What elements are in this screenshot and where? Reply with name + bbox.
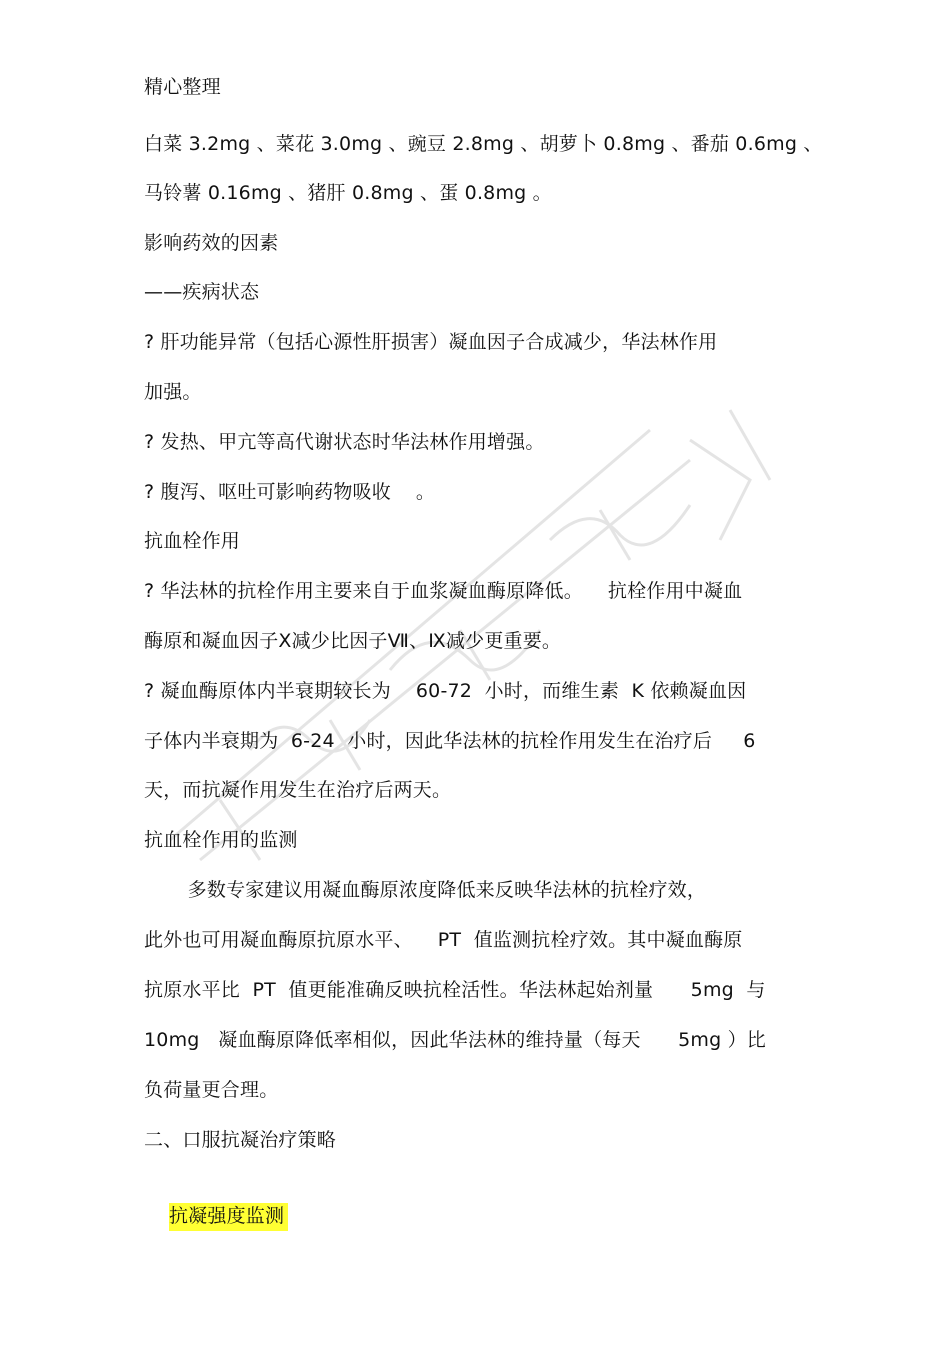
paragraph-line: 此外也可用凝血酶原抗原水平、 PT 值监测抗栓疗效。其中凝血酶原 xyxy=(144,929,743,951)
paragraph-line: 酶原和凝血因子Ⅹ减少比因子Ⅶ、Ⅸ减少更重要。 xyxy=(144,630,562,652)
paragraph-line: 子体内半衰期为 6-24 小时，因此华法林的抗栓作用发生在治疗后 6 xyxy=(144,730,756,752)
page-header: 精心整理 xyxy=(144,76,221,98)
paragraph-line: 白菜 3.2mg 、菜花 3.0mg 、豌豆 2.8mg 、胡萝卜 0.8mg 、番茄 0.6mg 、 xyxy=(144,133,823,155)
paragraph-line: 天，而抗凝作用发生在治疗后两天。 xyxy=(144,779,452,801)
bullet-line: ? 肝功能异常（包括心源性肝损害）凝血因子合成减少，华法林作用 xyxy=(144,331,718,353)
paragraph-line: 抗原水平比 PT 值更能准确反映抗栓活性。华法林起始剂量 5mg 与 xyxy=(144,979,766,1001)
highlighted-heading-wrapper xyxy=(144,1177,288,1255)
bullet-line: ? 腹泻、呕吐可影响药物吸收 。 xyxy=(144,481,436,503)
paragraph-line: 负荷量更合理。 xyxy=(144,1079,279,1101)
paragraph-line: 多数专家建议用凝血酶原浓度降低来反映华法林的抗栓疗效， xyxy=(144,879,707,901)
section-heading: 二、口服抗凝治疗策略 xyxy=(144,1129,337,1151)
section-heading: 抗血栓作用 xyxy=(144,530,241,552)
paragraph-line: 马铃薯 0.16mg 、猪肝 0.8mg 、蛋 0.8mg 。 xyxy=(144,182,552,204)
bullet-line: ? 华法林的抗栓作用主要来自于血浆凝血酶原降低。 抗栓作用中凝血 xyxy=(144,580,743,602)
section-heading: 抗血栓作用的监测 xyxy=(144,829,298,851)
bullet-line: ? 发热、甲亢等高代谢状态时华法林作用增强。 xyxy=(144,431,545,453)
paragraph-line: 加强。 xyxy=(144,381,202,403)
paragraph-line: 10mg 凝血酶原降低率相似，因此华法林的维持量（每天 5mg ）比 xyxy=(144,1029,766,1051)
subsection-heading: ——疾病状态 xyxy=(144,281,260,303)
highlighted-heading: 抗凝强度监测 xyxy=(169,1203,288,1231)
section-heading: 影响药效的因素 xyxy=(144,232,279,254)
bullet-line: ? 凝血酶原体内半衰期较长为 60-72 小时，而维生素 K 依赖凝血因 xyxy=(144,680,747,702)
